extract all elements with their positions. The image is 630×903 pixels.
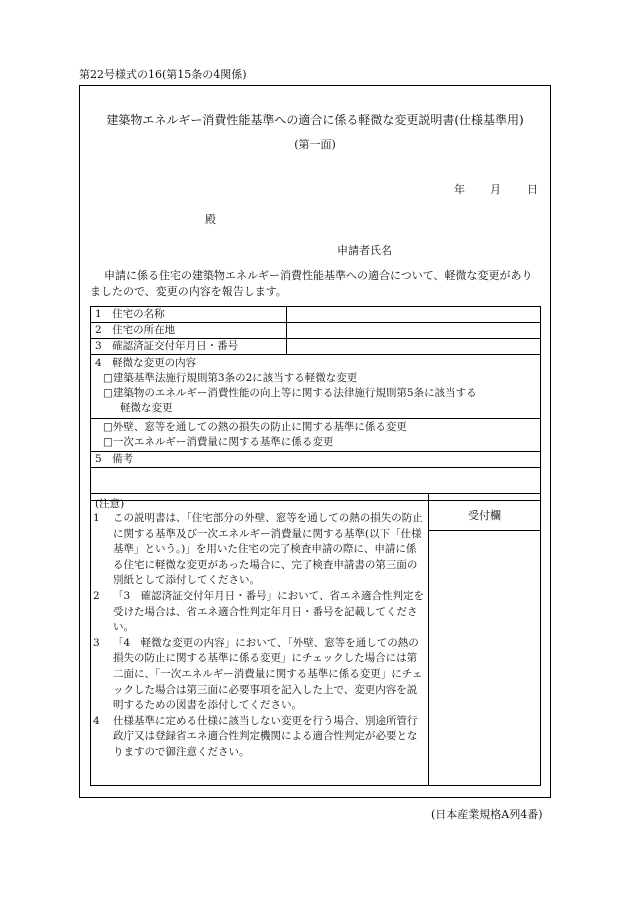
confirmation-field[interactable]	[287, 339, 541, 355]
remarks-label: 5 備考	[91, 452, 541, 468]
housing-name-label: 1 住宅の名称	[91, 307, 287, 323]
notes-divider	[428, 493, 429, 786]
note-number: 1	[93, 512, 100, 524]
note-text: 「4 軽微な変更の内容」において、「外壁、窓等を通しての熱の損失の防止に関する基準に係る変更」にチェックした場合には第二面に、「一次エネルギー消費量に関する基準に係る変更」にチェックした場合は第三面に必要事項を記入した上で、変更内容を説明するための図書を添付してください。	[113, 636, 423, 712]
change-option-3[interactable]: □外壁、窓等を通しての熱の損失の防止に関する基準に係る変更	[103, 421, 407, 433]
row-energy-changes	[91, 419, 541, 452]
note-item	[93, 636, 426, 714]
change-option-1[interactable]: □建築基準法施行規則第3条の2に該当する軽微な変更	[103, 372, 358, 384]
change-content-cell	[91, 355, 541, 419]
date-month: 月	[490, 183, 501, 196]
form-reference: 第22号様式の16(第15条の4関係)	[79, 68, 247, 81]
document-title: 建築物エネルギー消費性能基準への適合に係る軽微な変更説明書(仕様基準用)	[106, 113, 524, 127]
note-text: 仕様基準に定める仕様に該当しない変更を行う場合、別途所管行政庁又は登録省エネ適合性判定機関による適合性判定が必要となりますので御注意ください。	[113, 714, 418, 758]
notes-heading: (注意)	[95, 498, 125, 510]
change-content-label: 4 軽微な変更の内容	[95, 357, 197, 369]
change-option-2-cont: 軽微な変更	[120, 402, 173, 414]
notes-list	[93, 511, 426, 761]
info-table	[90, 306, 541, 501]
energy-changes-cell	[91, 419, 541, 452]
applicant-name-label: 申請者氏名	[337, 244, 392, 257]
note-number: 3	[93, 636, 100, 649]
row-housing-location	[91, 323, 541, 339]
row-remarks	[91, 452, 541, 468]
note-number: 2	[93, 589, 100, 602]
note-item	[93, 589, 426, 636]
reception-divider	[428, 530, 541, 531]
note-number: 4	[93, 714, 100, 727]
note-text: 「3 確認済証交付年月日・番号」において、省エネ適合性判定を受けた場合は、省エネ適合性判定年月日・番号を記載してください。	[113, 589, 424, 634]
row-change-content	[91, 355, 541, 419]
housing-name-field[interactable]	[287, 307, 541, 323]
change-option-4[interactable]: □一次エネルギー消費量に関する基準に係る変更	[103, 436, 334, 448]
date-day: 日	[527, 183, 538, 196]
note-item	[93, 714, 426, 761]
note-item	[93, 511, 426, 589]
row-housing-name	[91, 307, 541, 323]
page-subtitle: (第一面)	[294, 138, 336, 151]
paper-size-note: (日本産業規格A列4番)	[431, 808, 543, 821]
addressee-suffix: 殿	[205, 213, 216, 226]
note-text: この説明書は、「住宅部分の外壁、窓等を通しての熱の損失の防止に関する基準及び一次エネルギー消費量に関する基準(以下「仕様基準」という。)」を用いた住宅の完了検査申請の際に、申請に係る住宅に軽微な変更があった場合に、完了検査申請書の第三面の別紙として添付してください。	[113, 512, 423, 587]
housing-location-field[interactable]	[287, 323, 541, 339]
housing-location-label: 2 住宅の所在地	[91, 323, 287, 339]
date-year: 年	[454, 183, 465, 196]
change-option-2[interactable]: □建築物のエネルギー消費性能の向上等に関する法律施行規則第5条に該当する	[103, 387, 477, 399]
row-confirmation	[91, 339, 541, 355]
confirmation-label: 3 確認済証交付年月日・番号	[91, 339, 287, 355]
reception-label: 受付欄	[468, 509, 501, 522]
intro-text: 申請に係る住宅の建築物エネルギー消費性能基準への適合について、軽微な変更がありましたので、変更の内容を報告します。	[90, 269, 533, 298]
